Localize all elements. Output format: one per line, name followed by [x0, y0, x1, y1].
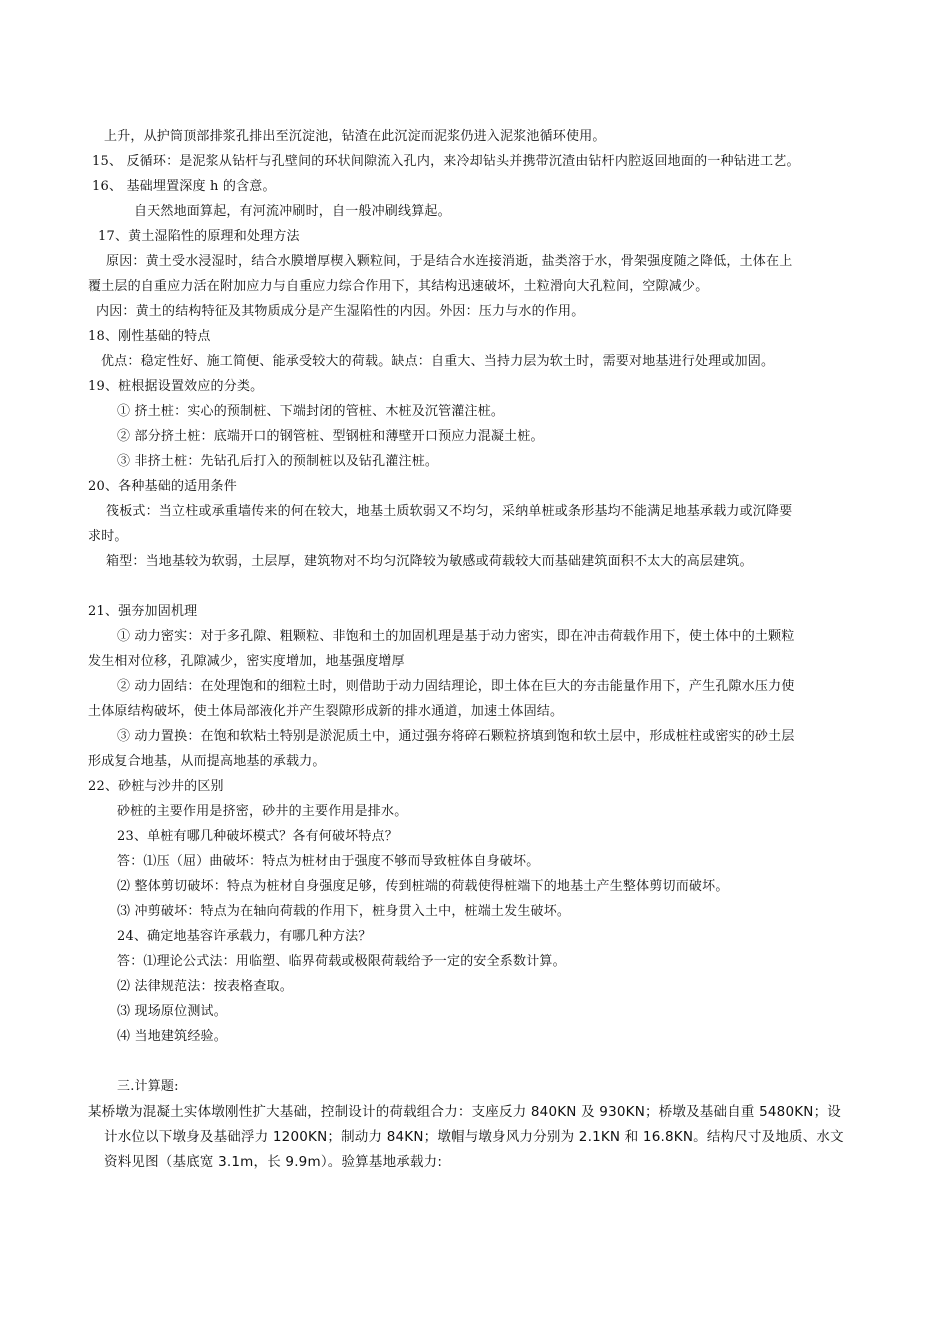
list-item: ③ 非挤土桩：先钻孔后打入的预制桩以及钻孔灌注桩。: [117, 454, 439, 469]
answer-line: ⑵ 法律规范法：按表格查取。: [117, 979, 293, 994]
problem-text: 计水位以下墩身及基础浮力 1200KN；制动力 84KN；墩帽与墩身风力分别为 2.1KN 和 16.8KN。结构尺寸及地质、水文: [104, 1129, 844, 1145]
answer-line: ⑵ 整体剪切破坏：特点为桩材自身强度足够，传到桩端的荷载使得桩端下的地基土产生整体剪切而破坏。: [117, 879, 729, 894]
item-21-heading: 21、强夯加固机理: [88, 604, 198, 619]
text-line: 自天然地面算起，有河流冲刷时，自一般冲刷线算起。: [134, 204, 451, 219]
text-line: 砂桩的主要作用是挤密，砂井的主要作用是排水。: [117, 804, 408, 819]
item-16-heading: 16、 基础埋置深度 h 的含意。: [92, 179, 276, 194]
item-22-heading: 22、砂桩与沙井的区别: [88, 779, 224, 794]
list-item: ③ 动力置换：在饱和软粘土特别是淤泥质土中，通过强夯将碎石颗粒挤填到饱和软土层中，形成桩柱或密实的砂土层: [117, 729, 795, 744]
item-17-heading: 17、黄土湿陷性的原理和处理方法: [98, 229, 300, 244]
answer-line: ⑷ 当地建筑经验。: [117, 1029, 227, 1044]
answer-line: 答：⑴理论公式法：用临塑、临界荷载或极限荷载给予一定的安全系数计算。: [117, 954, 566, 969]
problem-text: 资料见图（基底宽 3.1m，长 9.9m）。验算基地承载力:: [104, 1154, 443, 1170]
text-line: 土体原结构破坏，使土体局部液化并产生裂隙形成新的排水通道，加速土体固结。: [88, 704, 564, 719]
text-line: 形成复合地基，从而提高地基的承载力。: [88, 754, 326, 769]
text-line: 筏板式：当立柱或承重墙传来的何在较大，地基土质软弱又不均匀，采纳单桩或条形基均不能满足地基承载力或沉降要: [106, 504, 793, 519]
item-15-reverse-circulation: 15、 反循环：是泥浆从钻杆与孔壁间的环状间隙流入孔内，来冷却钻头并携带沉渣由钻杆内腔返回地面的一种钻进工艺。: [92, 154, 800, 169]
text-line: 优点：稳定性好、施工简便、能承受较大的荷载。缺点：自重大、当持力层为软土时，需要对地基进行处理或加固。: [101, 354, 775, 369]
section-heading-calculation: 三.计算题:: [117, 1079, 179, 1094]
item-19-heading: 19、桩根据设置效应的分类。: [88, 379, 264, 394]
item-23-heading: 23、单桩有哪几种破坏模式？各有何破坏特点？: [117, 829, 398, 844]
text-line: 发生相对位移，孔隙减少，密实度增加，地基强度增厚: [88, 654, 405, 669]
text-line: 原因：黄土受水浸湿时，结合水膜增厚楔入颗粒间，于是结合水连接消逝，盐类溶于水，骨架强度随之降低，土体在上: [106, 254, 793, 269]
answer-line: ⑶ 冲剪破坏：特点为在轴向荷载的作用下，桩身贯入土中，桩端土发生破坏。: [117, 904, 571, 919]
list-item: ① 挤土桩：实心的预制桩、下端封闭的管桩、木桩及沉管灌注桩。: [117, 404, 505, 419]
text-line: 覆土层的自重应力活在附加应力与自重应力综合作用下，其结构迅速破坏，土粒滑向大孔粒间，空隙减少。: [88, 279, 709, 294]
item-24-heading: 24、确定地基容许承载力，有哪几种方法？: [117, 929, 372, 944]
text-line: 内因：黄土的结构特征及其物质成分是产生湿陷性的内因。外因：压力与水的作用。: [96, 304, 585, 319]
list-item: ① 动力密实：对于多孔隙、粗颗粒、非饱和土的加固机理是基于动力密实，即在冲击荷载作用下，使土体中的土颗粒: [117, 629, 795, 644]
answer-line: ⑶ 现场原位测试。: [117, 1004, 227, 1019]
text-line: 上升，从护筒顶部排浆孔排出至沉淀池，钻渣在此沉淀而泥浆仍进入泥浆池循环使用。: [104, 129, 606, 144]
answer-line: 答：⑴压（屈）曲破坏：特点为桩材由于强度不够而导致桩体自身破坏。: [117, 854, 540, 869]
text-line: 求时。: [88, 529, 128, 544]
text-line: 箱型：当地基较为软弱，土层厚，建筑物对不均匀沉降较为敏感或荷载较大而基础建筑面积不太大的高层建筑。: [106, 554, 753, 569]
list-item: ② 动力固结：在处理饱和的细粒土时，则借助于动力固结理论，即土体在巨大的夯击能量作用下，产生孔隙水压力使: [117, 679, 795, 694]
item-20-heading: 20、各种基础的适用条件: [88, 479, 237, 494]
list-item: ② 部分挤土桩：底端开口的钢管桩、型钢桩和薄壁开口预应力混凝土桩。: [117, 429, 544, 444]
problem-text: 某桥墩为混凝土实体墩刚性扩大基础，控制设计的荷载组合力：支座反力 840KN 及 930KN；桥墩及基础自重 5480KN；设: [88, 1104, 842, 1120]
item-18-heading: 18、刚性基础的特点: [88, 329, 211, 344]
